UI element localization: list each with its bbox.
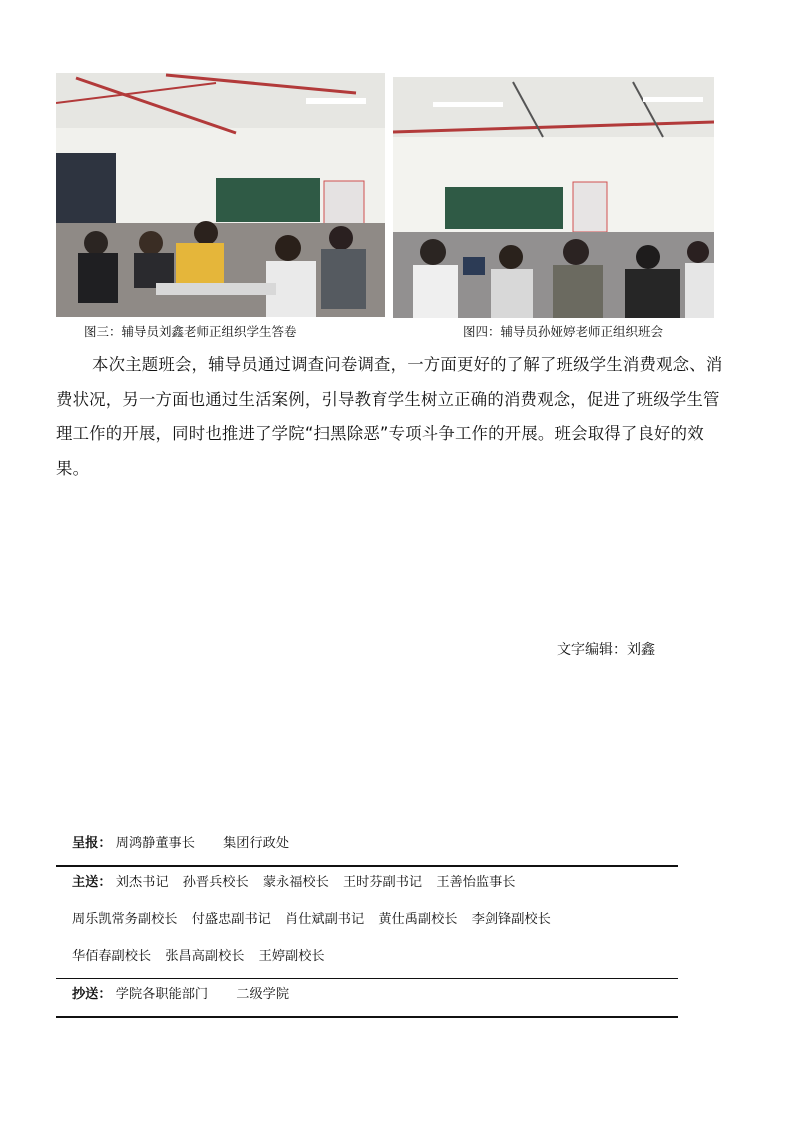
figure-caption-left: 图三：辅导员刘鑫老师正组织学生答卷 xyxy=(84,324,297,339)
cc-row-1 xyxy=(56,867,678,904)
cc-name: 王时芬副书记 xyxy=(343,875,423,890)
submit-label: 呈报： xyxy=(72,836,112,851)
distribution-list xyxy=(56,828,678,1018)
cc-row-3 xyxy=(56,941,678,978)
cc-names-1 xyxy=(116,875,526,890)
submit-name: 集团行政处 xyxy=(223,836,290,851)
cc-name: 李剑锋副校长 xyxy=(471,912,551,927)
cc-name: 王善怡监事长 xyxy=(436,875,516,890)
cc-name: 黄仕禹副校长 xyxy=(378,912,458,927)
submit-row xyxy=(56,828,678,865)
cc-name: 华佰春副校长 xyxy=(72,949,152,964)
divider xyxy=(56,1016,678,1018)
copy-label: 抄送： xyxy=(72,987,112,1002)
cc-name: 孙晋兵校长 xyxy=(182,875,249,890)
cc-name: 刘杰书记 xyxy=(115,875,169,890)
cc-name: 张昌高副校长 xyxy=(165,949,245,964)
cc-names-2 xyxy=(72,912,561,927)
cc-name: 蒙永福校长 xyxy=(262,875,329,890)
cc-names-3 xyxy=(72,949,335,964)
copy-name: 二级学院 xyxy=(236,987,290,1002)
copy-row xyxy=(56,979,678,1016)
copy-name: 学院各职能部门 xyxy=(115,987,209,1002)
cc-name: 王婷副校长 xyxy=(258,949,325,964)
submit-name: 周鸿静董事长 xyxy=(115,836,195,851)
summary-paragraph: 本次主题班会，辅导员通过调查问卷调查，一方面更好的了解了班级学生消费观念、消费状况，另一方面也通过生活案例，引导教育学生树立正确的消费观念，促进了班级学生管理工作的开展，同时也推进了学院“扫黑除恶”专项斗争工作的开展。班会取得了良好的效果。 xyxy=(56,355,723,478)
submit-names xyxy=(116,836,299,851)
cc-name: 周乐凯常务副校长 xyxy=(72,912,178,927)
text-editor-credit: 文字编辑：刘鑫 xyxy=(557,642,655,658)
cc-row-2 xyxy=(56,904,678,941)
cc-label: 主送： xyxy=(72,875,112,890)
cc-name: 肖仕斌副书记 xyxy=(285,912,365,927)
copy-names xyxy=(116,987,299,1002)
classroom-photo-meeting xyxy=(393,77,714,318)
figure-caption-right: 图四：辅导员孙娅婷老师正组织班会 xyxy=(463,324,664,339)
cc-name: 付盛忠副书记 xyxy=(191,912,271,927)
classroom-photo-answering xyxy=(56,73,385,317)
